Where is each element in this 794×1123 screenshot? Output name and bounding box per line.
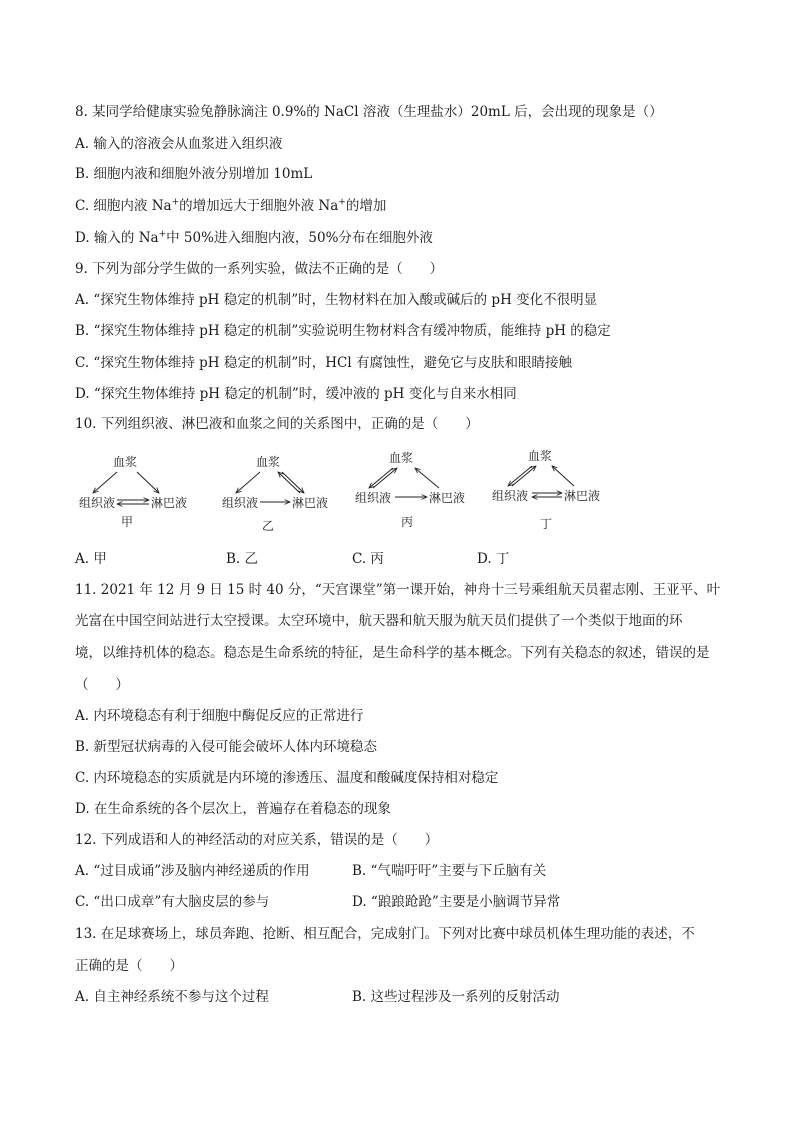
q12-option-a: A. “过目成诵”涉及脑内神经递质的作用 bbox=[75, 863, 310, 879]
q8-stem: 8. 某同学给健康实验兔静脉滴注 0.9%的 NaCl 溶液（生理盐水）20mL 后，会出现的现象是（） bbox=[75, 104, 663, 120]
q9-option-c: C. “探究生物体维持 pH 稳定的机制”时，HCl 有腐蚀性，避免它与皮肤和眼睛接触 bbox=[75, 355, 572, 371]
q8-option-a: A. 输入的溶液会从血浆进入组织液 bbox=[75, 136, 283, 152]
arrow-plasma-to-tissue bbox=[93, 472, 117, 493]
q11-option-a: A. 内环境稳态有利于细胞中酶促反应的正常进行 bbox=[75, 708, 364, 724]
diagram-ding bbox=[492, 448, 612, 534]
diagram-bing-caption: 丙 bbox=[401, 515, 414, 529]
diagram-yi-plasma: 血浆 bbox=[256, 455, 281, 469]
q9-option-b: B. “探究生物体维持 pH 稳定的机制”实验说明生物材料含有缓冲物质，能维持 pH 的稳定 bbox=[75, 323, 611, 339]
q8-option-c: C. 细胞内液 Na+的增加远大于细胞外液 Na+的增加 bbox=[75, 197, 387, 214]
arrow-lymph-to-plasma bbox=[415, 468, 439, 488]
arrow-plasma-to-lymph bbox=[282, 472, 304, 493]
diagram-jia bbox=[75, 448, 195, 534]
diagram-yi-tissue: 组织液 bbox=[222, 496, 259, 510]
diagram-bing bbox=[355, 448, 475, 534]
arrow-plasma-to-tissue bbox=[369, 468, 393, 488]
diagram-jia-tissue: 组织液 bbox=[79, 496, 116, 510]
arrow-tissue-to-plasma bbox=[373, 468, 397, 488]
q13-stem-line1: 13. 在足球赛场上，球员奔跑、抢断、相互配合，完成射门。下列对比赛中球员机体生理功能的表述，不 bbox=[75, 926, 695, 942]
q12-option-d: D. “踉踉跄跄”主要是小脑调节异常 bbox=[352, 894, 561, 910]
diagram-yi-caption: 乙 bbox=[262, 519, 275, 533]
arrow-plasma-to-tissue bbox=[508, 466, 532, 486]
diagram-ding-lymph: 淋巴液 bbox=[564, 489, 601, 503]
q13-stem-line2: 正确的是（ ） bbox=[75, 958, 183, 974]
q12-stem: 12. 下列成语和人的神经活动的对应关系，错误的是（ ） bbox=[75, 832, 439, 848]
q10-option-d: D. 丁 bbox=[477, 551, 510, 567]
q10-stem: 10. 下列组织液、淋巴液和血浆之间的关系图中，正确的是（ ） bbox=[75, 416, 479, 432]
diagram-yi bbox=[220, 448, 340, 534]
diagram-ding-tissue: 组织液 bbox=[492, 489, 529, 503]
arrow-lymph-to-plasma bbox=[278, 472, 300, 493]
diagram-ding-plasma: 血浆 bbox=[528, 449, 553, 463]
q11-stem-line1: 11. 2021 年 12 月 9 日 15 时 40 分，“天宫课堂”第一课开始，神舟十三号乘组航天员翟志刚、王亚平、叶 bbox=[75, 582, 721, 598]
q13-option-a: A. 自主神经系统不参与这个过程 bbox=[75, 989, 269, 1005]
q13-option-b: B. 这些过程涉及一系列的反射活动 bbox=[352, 989, 560, 1005]
q8-option-b: B. 细胞内液和细胞外液分别增加 10mL bbox=[75, 166, 313, 182]
q12-option-b: B. “气喘吁吁”主要与下丘脑有关 bbox=[352, 863, 547, 879]
q8-option-d: D. 输入的 Na+中 50%进入细胞内液，50%分布在细胞外液 bbox=[75, 229, 433, 246]
arrow-plasma-to-tissue bbox=[236, 472, 260, 493]
q10-option-c: C. 丙 bbox=[352, 551, 384, 567]
diagram-jia-caption: 甲 bbox=[121, 515, 134, 529]
arrow-lymph-to-plasma bbox=[552, 466, 574, 486]
arrow-tissue-to-plasma bbox=[512, 466, 536, 486]
q11-option-d: D. 在生命系统的各个层次上，普遍存在着稳态的现象 bbox=[75, 801, 391, 817]
arrow-plasma-to-lymph bbox=[137, 472, 159, 493]
q9-option-a: A. “探究生物体维持 pH 稳定的机制”时，生物材料在加入酸或碱后的 pH 变化不很明显 bbox=[75, 292, 598, 308]
diagram-jia-lymph: 淋巴液 bbox=[151, 496, 188, 510]
q11-option-b: B. 新型冠状病毒的入侵可能会破坏人体内环境稳态 bbox=[75, 739, 378, 755]
diagram-bing-lymph: 淋巴液 bbox=[429, 491, 466, 505]
q11-option-c: C. 内环境稳态的实质就是内环境的渗透压、温度和酸碱度保持相对稳定 bbox=[75, 770, 499, 786]
q9-stem: 9. 下列为部分学生做的一系列实验，做法不正确的是（ ） bbox=[75, 261, 444, 277]
diagram-jia-plasma: 血浆 bbox=[113, 455, 138, 469]
q10-option-b: B. 乙 bbox=[226, 551, 259, 567]
diagram-yi-lymph: 淋巴液 bbox=[292, 496, 329, 510]
diagram-ding-caption: 丁 bbox=[540, 517, 553, 531]
diagram-bing-tissue: 组织液 bbox=[355, 491, 392, 505]
q11-stem-line4: （ ） bbox=[75, 677, 129, 693]
q10-option-a: A. 甲 bbox=[75, 551, 107, 567]
q11-stem-line3: 境，以维持机体的稳态。稳态是生命系统的特征，是生命科学的基本概念。下列有关稳态的叙述，错误的是 bbox=[75, 645, 710, 661]
q11-stem-line2: 光富在中国空间站进行太空授课。太空环境中，航天器和航天服为航天员们提供了一个类似于地面的环 bbox=[75, 613, 683, 629]
diagram-bing-plasma: 血浆 bbox=[389, 451, 414, 465]
q12-option-c: C. “出口成章”有大脑皮层的参与 bbox=[75, 894, 270, 910]
q9-option-d: D. “探究生物体维持 pH 稳定的机制”时，缓冲液的 pH 变化与自来水相同 bbox=[75, 386, 517, 402]
